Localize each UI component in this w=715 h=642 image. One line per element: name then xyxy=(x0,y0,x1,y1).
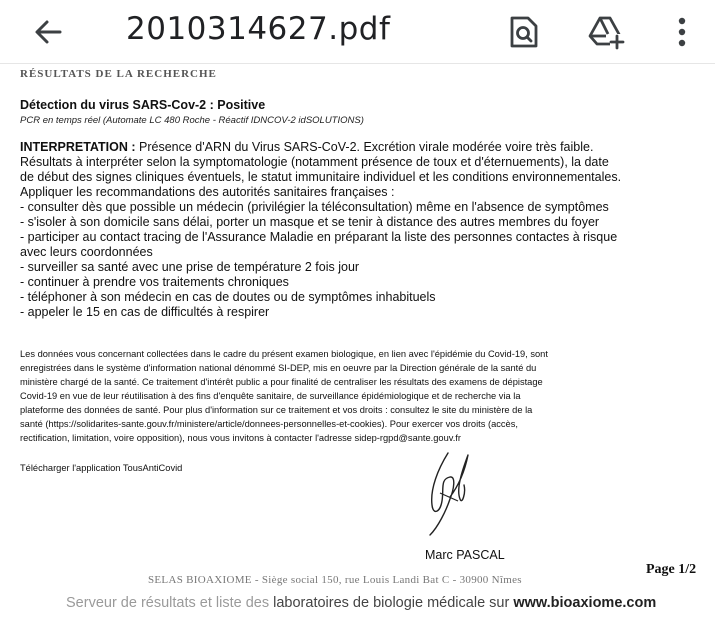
recommendation-item: - surveiller sa santé avec une prise de température 2 fois jour xyxy=(20,260,360,274)
recommendation-item: - participer au contact tracing de l'Assurance Maladie en préparant la liste des personnes contactes à risque xyxy=(20,230,618,244)
signer-name: Marc PASCAL xyxy=(425,548,505,562)
interpretation-label: INTERPRETATION : xyxy=(20,140,136,154)
recommendation-item: - s'isoler à son domicile sans délai, porter un masque et se tenir à distance des autres membres du foyer xyxy=(20,215,600,229)
find-in-page-icon[interactable] xyxy=(504,12,544,52)
recommendation-item: - téléphoner à son médecin en cas de doutes ou de symptômes inhabituels xyxy=(20,290,436,304)
app-download-note: Télécharger l'application TousAntiCovid xyxy=(20,463,183,473)
add-to-drive-icon[interactable] xyxy=(586,12,626,52)
footer-server-line: Serveur de résultats et liste des laboratoires de biologie médicale sur www.bioaxiome.com xyxy=(66,595,657,611)
back-arrow-icon[interactable] xyxy=(30,14,66,50)
interpretation-line: INTERPRETATION : Présence d'ARN du Virus SARS-CoV-2. Excrétion virale modérée voire très faible. xyxy=(20,140,594,154)
test-method: PCR en temps réel (Automate LC 480 Roche - Réactif IDNCOV-2 idSOLUTIONS) xyxy=(20,115,364,126)
recommendation-item: - consulter dès que possible un médecin (privilégier la téléconsultation) même en l'absence de symptômes xyxy=(20,200,609,214)
recommendation-item: - continuer à prendre vos traitements chroniques xyxy=(20,275,289,289)
privacy-notice xyxy=(20,347,700,445)
page-number: Page 1/2 xyxy=(646,562,697,577)
footer-address: SELAS BIOAXIOME - Siège social 150, rue Louis Landi Bat C - 30900 Nîmes xyxy=(148,574,522,586)
privacy-line: santé (https://solidarites-sante.gouv.fr/ministere/article/donnees-personnelles-et-cookies). Pour exercer vos droits (accès, xyxy=(20,419,518,429)
section-header: RÉSULTATS DE LA RECHERCHE xyxy=(20,68,217,78)
privacy-line: enregistrées dans le système d'information national dénommé SI-DEP, mis en oeuvre par la Direction générale de la santé du xyxy=(20,363,537,373)
interpretation-line: Résultats à interpréter selon la symptomatologie (notamment présence de toux et d'éternuements), la date xyxy=(20,155,609,169)
interpretation-line: de début des signes cliniques éventuels, le statut immunitaire individuel et les conditions environnementales. xyxy=(20,170,622,184)
footer-url-link[interactable]: www.bioaxiome.com xyxy=(513,595,657,611)
signature-image xyxy=(420,449,480,539)
interpretation-line: Appliquer les recommandations des autorités sanitaires françaises : xyxy=(20,185,395,199)
privacy-line: Les données vous concernant collectées dans le cadre du présent examen biologique, en lien avec l'épidémie du Covid-19, sont xyxy=(20,349,548,359)
privacy-line: rectification, limitation, voire opposition), nous vous invitons à contacter l'adresse sidep-rgpd@sante.gouv.fr xyxy=(20,433,461,443)
recommendation-item: avec leurs coordonnées xyxy=(20,245,153,259)
pdf-page[interactable] xyxy=(0,64,715,642)
detection-result: Détection du virus SARS-Cov-2 : Positive xyxy=(20,98,266,112)
privacy-line: Covid-19 en vue de leur réutilisation à des fins d'enquête sanitaire, de surveillance épidémiologique et de recherche via la xyxy=(20,391,521,401)
recommendation-item: - appeler le 15 en cas de difficultés à respirer xyxy=(20,305,270,319)
privacy-line: ministère chargé de la santé. Ce traitement d'intérêt public a pour finalité de centraliser les résultats des examens de dépistage xyxy=(20,377,543,387)
privacy-line: plateforme des données de santé. Pour plus d'information sur ce traitement et vos droits : consultez le site du ministère de la xyxy=(20,405,533,415)
interpretation-block xyxy=(20,140,702,320)
more-vert-icon[interactable] xyxy=(662,12,702,52)
file-title: 2010314627.pdf xyxy=(126,11,391,47)
app-bar xyxy=(0,0,715,64)
